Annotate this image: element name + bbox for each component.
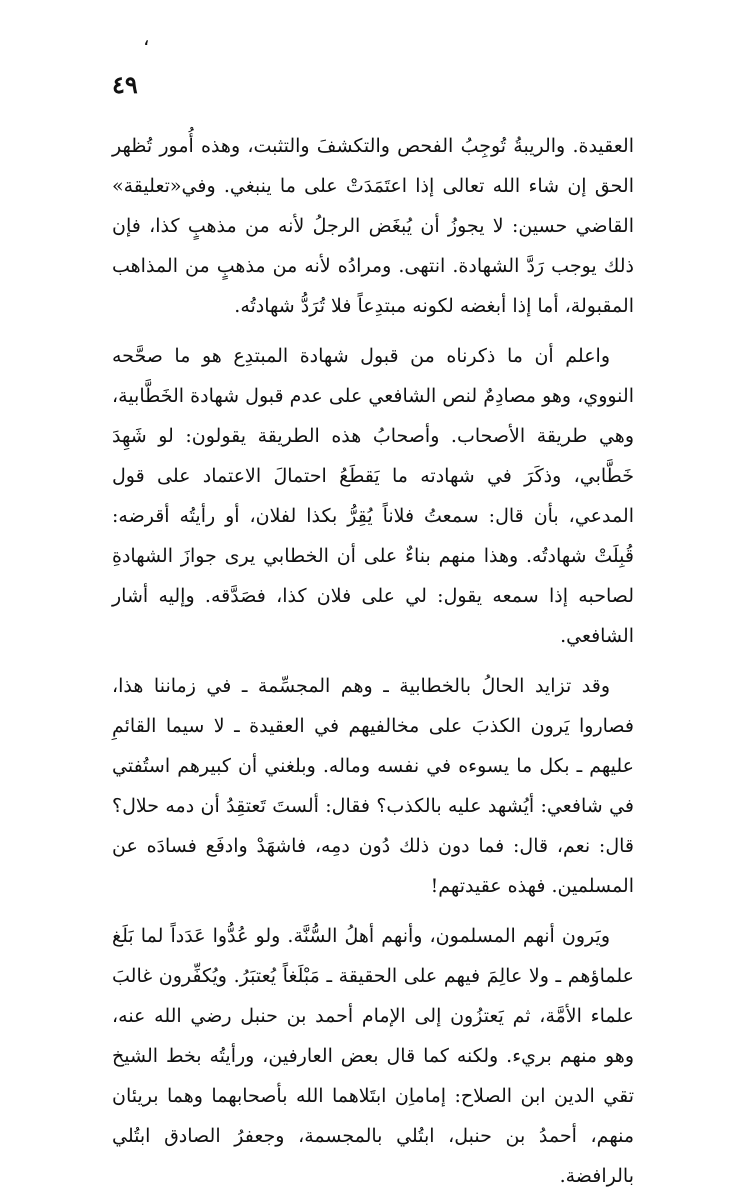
paragraph: واعلم أن ما ذكرناه من قبول شهادة المبتدِع هو ما صحَّحه النووي، وهو مصادِمٌ لنص الشافعي على عدم قبول شهادة الخَطَّابية، وهي طريقة الأصحاب. وأصحابُ هذه الطريقة يقولون: لو شَهِدَ خَطَّابي، وذكَرَ في شهادته ما يَقطَعُ احتمالَ الاعتماد على قول المدعي، بأن قال: سمعتُ فلاناً يُقِرُّ بكذا لفلان، أو رأيتُه أقرضه: قُبِلَتْ شهادتُه. وهذا منهم بناءٌ على أن الخطابي يرى جوازَ الشهادةِ لصاحبه إذا سمعه يقول: لي على فلان كذا، فصَدَّقه. وإليه أشار الشافعي.: [112, 345, 634, 647]
paragraph: ويَرون أنهم المسلمون، وأنهم أهلُ السُّنَّة. ولو عُدُّوا عَدَداً لما بَلَغ علماؤهم ـ ولا عالِمَ فيهم على الحقيقة ـ مَبْلَغاً يُعتبَرُ. ويُكفِّرون غالبَ علماء الأمَّة، ثم يَعتزُون إلى الإمام أحمد بن حنبل رضي الله عنه، وهو منهم بريء. ولكنه كما قال بعض العارفين، ورأيتُه بخط الشيخ تقي الدين ابن الصلاح: إماماِن ابتَلاهما الله بأصحابهما وهما بريئان منهم، أحمدُ بن حنبل، ابتُلي بالمجسمة، وجعفرُ الصادق ابتُلي بالرافضة.: [112, 925, 634, 1187]
page-number: ٤٩: [112, 70, 138, 99]
top-mark: ،: [143, 26, 150, 50]
paragraph: وقد تزايد الحالُ بالخطابية ـ وهم المجسِّمة ـ في زماننا هذا، فصاروا يَرون الكذبَ على مخالفيهم في العقيدة ـ لا سيما القائمِ عليهم ـ بكل ما يسوءه في نفسه وماله. وبلغني أن كبيرهم استُفتي في شافعي: أيُشهد عليه بالكذب؟ فقال: ألستَ تَعتقِدُ أن دمه حلال؟ قال: نعم، قال: فما دون ذلك دُون دمِه، فاشهَدْ وادفَع فسادَه عن المسلمين. فهذه عقيدتهم!: [112, 675, 634, 897]
body-text: [112, 126, 634, 1196]
paragraph: العقيدة. والريبةُ تُوجِبُ الفحص والتكشفَ والتثبت، وهذه أُمور تُظهر الحق إن شاء الله تعالى إذا اعتَمَدَتْ على ما ينبغي. وفي«تعليقة» القاضي حسين: لا يجوزُ أن يُبغَض الرجلُ لأنه من مذهبٍ كذا، فإن ذلك يوجب رَدَّ الشهادة. انتهى. ومرادُه لأنه من مذهبٍ من المذاهب المقبولة، أما إذا أبغضه لكونه مبتدِعاً فلا تُرَدُّ شهادتُه.: [112, 135, 634, 317]
